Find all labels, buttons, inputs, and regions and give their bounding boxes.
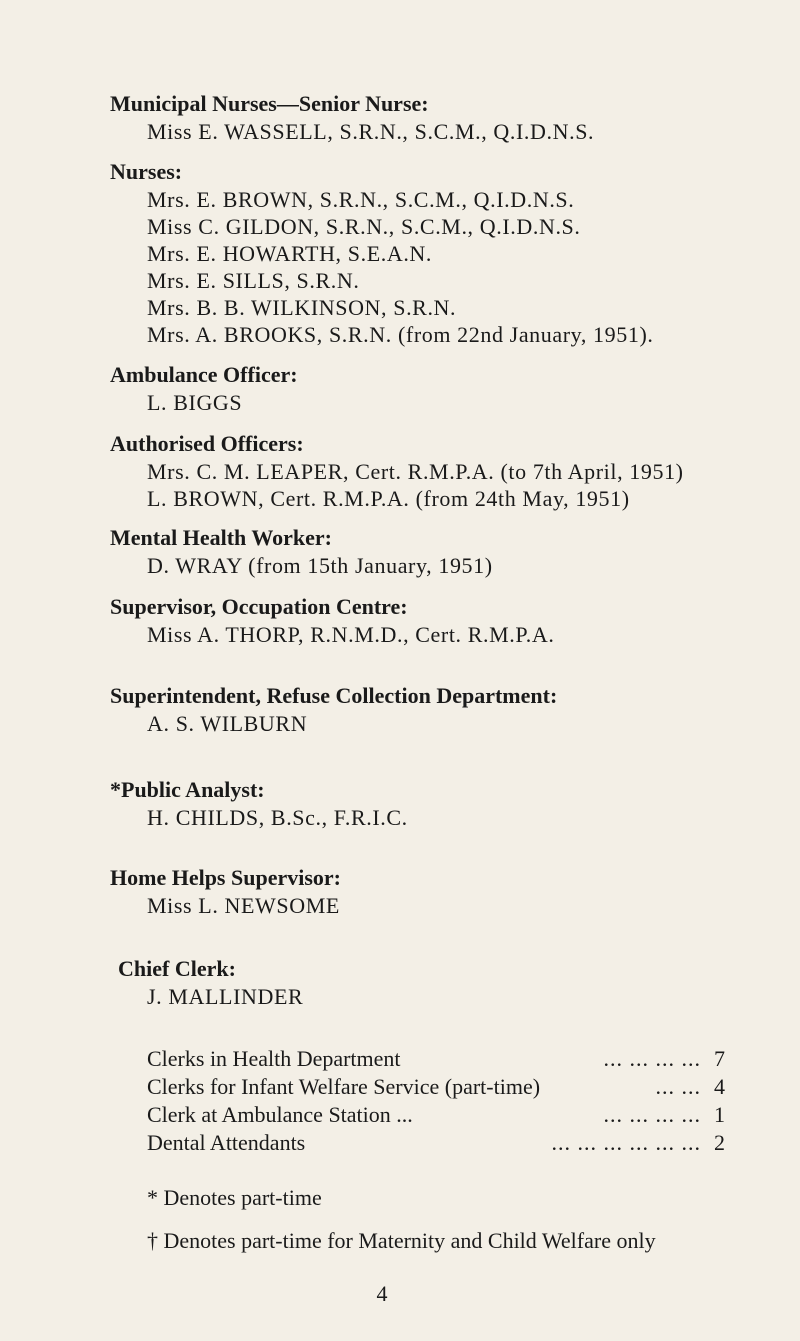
staff-count-label: Clerks for Infant Welfare Service (part-time) <box>147 1074 541 1099</box>
staff-count-list <box>147 1045 725 1157</box>
page-number: 4 <box>376 1281 388 1306</box>
section-ambulance-officer <box>110 361 790 416</box>
section-heading: Authorised Officers: <box>110 431 304 456</box>
section-occupation-centre <box>110 593 790 648</box>
section-mental-health-worker <box>110 524 790 579</box>
staff-entry: H. CHILDS, B.Sc., F.R.I.C. <box>147 805 408 830</box>
staff-count-value: 7 <box>714 1046 725 1071</box>
leader-dots: ... ... ... ... <box>603 1102 701 1127</box>
leader-dots: ... ... ... ... <box>603 1046 701 1071</box>
staff-entry: Mrs. E. SILLS, S.R.N. <box>147 268 360 293</box>
section-heading: Mental Health Worker: <box>110 525 332 550</box>
section-heading: Ambulance Officer: <box>110 362 298 387</box>
staff-count-value: 4 <box>714 1074 725 1099</box>
section-senior-nurse <box>110 90 790 145</box>
staff-count-value: 1 <box>714 1102 725 1127</box>
staff-entry: Miss C. GILDON, S.R.N., S.C.M., Q.I.D.N.S. <box>147 214 581 239</box>
footnote-part-time: * Denotes part-time <box>147 1185 322 1210</box>
section-heading: Municipal Nurses—Senior Nurse: <box>110 91 429 116</box>
staff-entry: L. BIGGS <box>147 390 243 415</box>
section-chief-clerk <box>118 955 798 1010</box>
staff-entry: D. WRAY (from 15th January, 1951) <box>147 553 493 578</box>
staff-entry: A. S. WILBURN <box>147 711 308 736</box>
section-heading: Supervisor, Occupation Centre: <box>110 594 408 619</box>
staff-entry: Mrs. E. BROWN, S.R.N., S.C.M., Q.I.D.N.S. <box>147 187 575 212</box>
staff-count-label: Clerk at Ambulance Station ... <box>147 1102 413 1127</box>
staff-entry: Miss A. THORP, R.N.M.D., Cert. R.M.P.A. <box>147 622 555 647</box>
section-refuse-collection <box>110 682 790 737</box>
staff-entry: L. BROWN, Cert. R.M.P.A. (from 24th May, 1951) <box>147 486 630 511</box>
section-heading: Chief Clerk: <box>118 956 236 981</box>
section-authorised-officers <box>110 430 790 512</box>
staff-count-value: 2 <box>714 1130 725 1155</box>
staff-entry: Mrs. E. HOWARTH, S.E.A.N. <box>147 241 433 266</box>
leader-dots: ... ... <box>655 1074 701 1099</box>
section-heading: Home Helps Supervisor: <box>110 865 341 890</box>
section-heading: *Public Analyst: <box>110 777 265 802</box>
staff-entry: Mrs. B. B. WILKINSON, S.R.N. <box>147 295 457 320</box>
section-heading: Nurses: <box>110 159 183 184</box>
staff-count-row <box>147 1101 725 1129</box>
staff-count-row <box>147 1129 725 1157</box>
staff-count-label: Dental Attendants <box>147 1130 306 1155</box>
section-nurses <box>110 158 790 348</box>
staff-count-row <box>147 1045 725 1073</box>
leader-dots: ... ... ... ... ... ... <box>551 1130 701 1155</box>
staff-count-row <box>147 1073 725 1101</box>
section-public-analyst <box>110 776 790 831</box>
section-heading: Superintendent, Refuse Collection Department: <box>110 683 558 708</box>
staff-entry: Mrs. A. BROOKS, S.R.N. (from 22nd January, 1951). <box>147 322 654 347</box>
staff-entry: Miss L. NEWSOME <box>147 893 340 918</box>
staff-entry: Mrs. C. M. LEAPER, Cert. R.M.P.A. (to 7th April, 1951) <box>147 459 684 484</box>
staff-entry: Miss E. WASSELL, S.R.N., S.C.M., Q.I.D.N.S. <box>147 119 595 144</box>
section-home-helps <box>110 864 790 919</box>
staff-entry: J. MALLINDER <box>147 984 304 1009</box>
footnote-maternity: † Denotes part-time for Maternity and Child Welfare only <box>147 1228 656 1253</box>
staff-count-label: Clerks in Health Department <box>147 1046 401 1071</box>
